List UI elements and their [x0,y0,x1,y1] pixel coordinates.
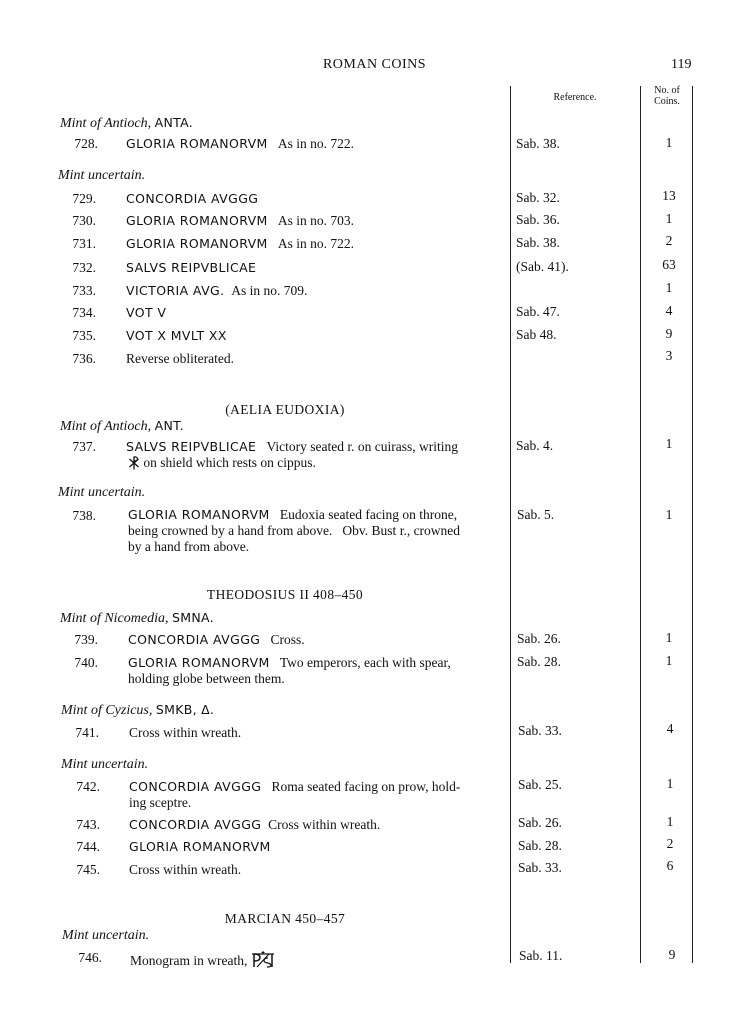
description-text: Victory seated r. on cuirass, writing [266,439,458,454]
entry-description [126,213,354,229]
description-text: on shield which rests on cippus. [143,455,316,470]
entry-number: 732. [72,260,96,275]
reference: Sab. 38. [516,235,560,250]
entry-number: 744. [76,839,100,854]
coin-legend: VOT X MVLT XX [126,328,227,343]
column-rule-left [510,86,511,963]
entry-number: 734. [72,305,96,320]
coin-legend: VOT V [126,305,167,320]
reference: Sab. 26. [517,631,561,646]
reference: Sab. 36. [516,212,560,227]
coin-legend: GLORIA ROMANORVM [126,236,268,251]
entry-number: 736. [72,351,96,366]
coin-count: 2 [665,233,673,248]
caption-text: Mint of Antioch, [60,116,152,131]
entry-number: 733. [72,283,96,298]
coin-legend: CONCORDIA AVGGG [129,817,262,832]
entry-description [129,779,460,795]
coin-count: 9 [665,326,673,341]
coin-count: 1 [666,776,674,791]
coin-legend: GLORIA ROMANORVM [128,507,270,522]
monogram-icon [251,950,275,972]
entry-description-continued: by a hand from above. [128,539,250,554]
entry-number: 746. [78,950,102,965]
entry-description-continued [128,455,316,474]
entry-number: 735. [72,328,96,343]
coin-count: 1 [665,280,673,295]
description-text: Monogram in wreath, [130,953,248,968]
coin-legend: CONCORDIA AVGGG [128,632,261,647]
section-caption: Mint uncertain. [58,485,146,500]
coin-legend: GLORIA ROMANORVM [128,655,270,670]
reference: Sab. 47. [516,304,560,319]
description-text: Roma seated facing on prow, hold- [271,779,461,794]
coin-count: 63 [662,257,676,272]
reference: Sab. 25. [518,777,562,792]
description-text: Cross within wreath. [268,817,381,832]
caption-text: Mint of Antioch, [60,419,152,434]
entry-description [130,950,275,972]
entry-description [126,136,354,152]
mint-mark: SMNA. [172,610,214,625]
coin-count: 1 [665,436,673,451]
column-rule-mid [640,86,641,963]
entry-number: 728. [74,136,98,151]
mint-mark: SMKB, Δ. [155,702,215,717]
description-text: As in no. 709. [231,283,308,298]
reference: Sab. 33. [518,860,562,875]
coin-legend: SALVS REIPVBLICAE [126,260,257,275]
entry-description [129,817,380,833]
coin-count: 2 [666,836,674,851]
entry-description [126,260,256,276]
entry-description [126,305,166,321]
reference: Sab. 32. [516,190,560,205]
coin-legend: VICTORIA AVG. [126,283,225,298]
count-column-header-line2: Coins. [654,96,680,107]
coin-count: 1 [665,653,673,668]
entry-description [126,439,458,455]
reference: Sab. 38. [516,136,560,151]
section-caption [60,418,184,435]
coin-legend: GLORIA ROMANORVM [126,213,268,228]
entry-number: 739. [74,632,98,647]
coin-legend: CONCORDIA AVGGG [129,779,262,794]
coin-count: 4 [665,303,673,318]
coin-count: 1 [665,211,673,226]
coin-count: 9 [668,947,676,962]
entry-description-continued: holding globe between them. [128,671,285,686]
description-text: As in no. 703. [277,213,354,228]
reference: Sab. 11. [519,948,563,963]
reference: Sab 48. [516,327,557,342]
description-text: Reverse obliterated. [126,351,234,366]
count-column-header-line1: No. of [654,85,680,96]
entry-number: 741. [75,725,99,740]
coin-count: 1 [665,507,673,522]
coin-legend: CONCORDIA AVGGG [126,191,259,206]
reference: Sab. 33. [518,723,562,738]
entry-description-continued: being crowned by a hand from above. Obv. Bust r., crowned [128,523,461,538]
reference: (Sab. 41). [516,259,569,274]
section-caption: Mint uncertain. [62,928,150,943]
running-head: ROMAN COINS [322,57,427,72]
entry-number: 742. [76,779,100,794]
entry-number: 743. [76,817,100,832]
entry-description [128,655,451,671]
coin-count: 1 [665,630,673,645]
mint-mark: ANT. [154,418,184,433]
reference: Sab. 28. [518,838,562,853]
entry-description [128,507,457,523]
ruler-heading: MARCIAN 450–457 [224,911,346,926]
reference: Sab. 5. [517,507,555,522]
reference-column-header: Reference. [553,92,597,103]
entry-number: 729. [72,191,96,206]
description-text: As in no. 722. [277,236,354,251]
entry-description [129,725,241,741]
ruler-heading: THEODOSIUS II 408–450 [206,587,364,602]
mint-mark: ANTA. [154,115,193,130]
entry-description [129,839,271,855]
entry-number: 745. [76,862,100,877]
caption-text: Mint of Nicomedia, [60,611,169,626]
coin-count: 4 [666,721,674,736]
coin-legend: GLORIA ROMANORVM [129,839,271,854]
description-text: Cross within wreath. [129,862,242,877]
caption-text: Mint of Cyzicus, [61,703,153,718]
coin-count: 3 [665,348,673,363]
entry-description [129,862,241,878]
column-rule-right [692,86,693,963]
entry-number: 730. [72,213,96,228]
entry-number: 737. [72,439,96,454]
description-text: Two emperors, each with spear, [279,655,451,670]
description-text: Cross. [270,632,305,647]
section-caption [60,610,214,627]
section-caption: Mint uncertain. [61,757,149,772]
coin-count: 1 [665,135,673,150]
coin-count: 6 [666,858,674,873]
reference: Sab. 4. [516,438,554,453]
reference: Sab. 28. [517,654,561,669]
coin-count: 1 [666,814,674,829]
entry-description [126,191,258,207]
ruler-heading: (AELIA EUDOXIA) [225,402,345,417]
coin-legend: SALVS REIPVBLICAE [126,439,257,454]
section-caption: Mint uncertain. [58,168,146,183]
description-text: As in no. 722. [277,136,354,151]
entry-description [126,328,227,344]
page-number: 119 [671,57,692,72]
section-caption [61,702,214,719]
reference: Sab. 26. [518,815,562,830]
entry-number: 731. [72,236,96,251]
description-text: Cross within wreath. [129,725,242,740]
entry-description-continued: ing sceptre. [129,795,192,810]
entry-description [126,283,307,299]
entry-number: 738. [72,508,96,523]
section-caption [60,115,193,132]
entry-description [126,236,354,252]
entry-number: 740. [74,655,98,670]
entry-description [126,351,234,367]
coin-legend: GLORIA ROMANORVM [126,136,268,151]
entry-description [128,632,305,648]
chi-rho-icon [128,456,140,474]
description-text: Eudoxia seated facing on throne, [279,507,458,522]
coin-count: 13 [662,188,676,203]
